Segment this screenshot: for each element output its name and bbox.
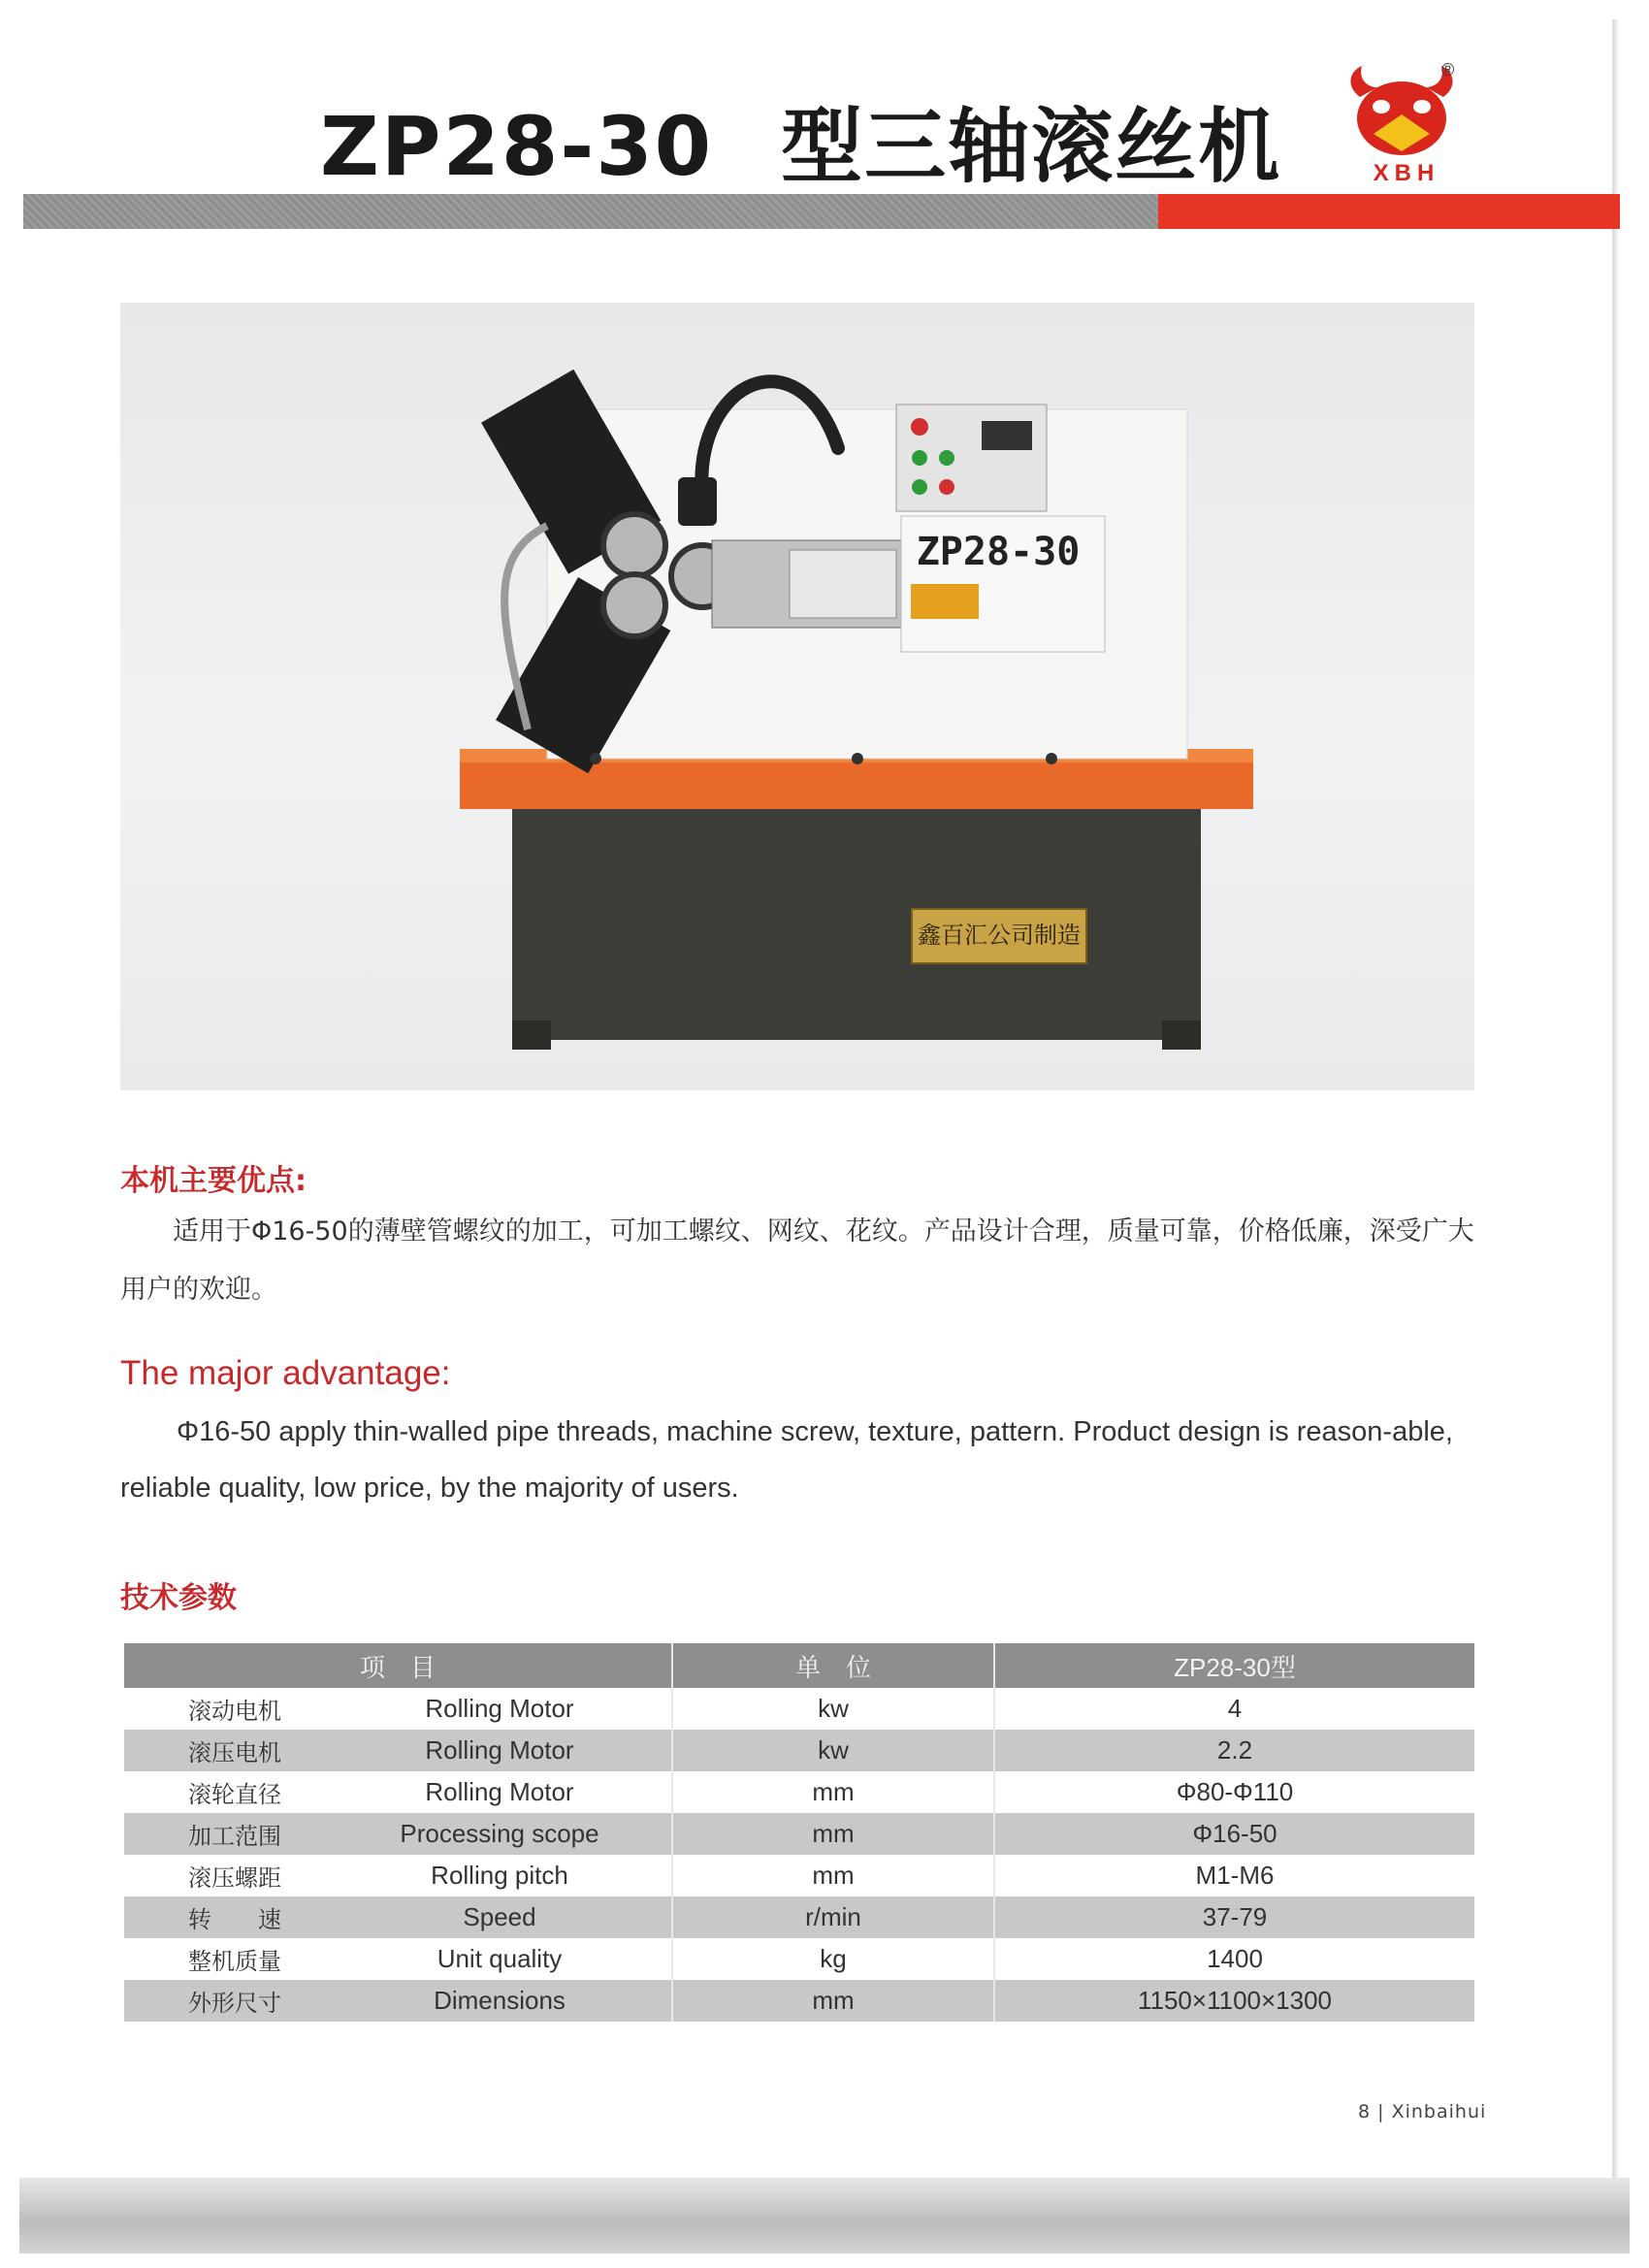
model-number: ZP28-30 — [320, 99, 714, 194]
table-row — [124, 1896, 1474, 1938]
item-name-en: Processing scope — [400, 1819, 599, 1848]
machine-model-label: ZP28-30 — [916, 530, 1081, 574]
nameplate-text: 鑫百汇公司制造 — [918, 922, 1081, 949]
item-unit: mm — [672, 1855, 994, 1896]
col-header-unit: 单 位 — [672, 1643, 994, 1688]
item-unit: kw — [672, 1688, 994, 1730]
col-header-model: ZP28-30型 — [994, 1643, 1474, 1688]
item-value: 4 — [994, 1688, 1474, 1730]
item-name-cn: 滚压电机 — [188, 1739, 281, 1766]
item-name-en: Rolling Motor — [425, 1777, 574, 1806]
header-bar-gray — [23, 194, 1158, 229]
item-unit: mm — [672, 1771, 994, 1813]
item-value: M1-M6 — [994, 1855, 1474, 1896]
item-name-cn: 滚动电机 — [188, 1698, 281, 1725]
item-name-cn: 外形尺寸 — [188, 1990, 281, 2017]
logo-text: XBH — [1373, 160, 1440, 186]
item-name-en: Unit quality — [436, 1944, 563, 1973]
item-unit: kg — [672, 1938, 994, 1980]
advantages-heading-cn: 本机主要优点: — [120, 1164, 307, 1198]
advantages-body-cn: 适用于Φ16-50的薄壁管螺纹的加工，可加工螺纹、网纹、花纹。产品设计合理，质量可靠，价格低廉，深受广大用户的欢迎。 — [120, 1216, 1474, 1305]
advantages-body-en: Φ16-50 apply thin-walled pipe threads, machine screw, texture, pattern. Product design is reason-able, reliable quality, low price, by the majority of users. — [120, 1416, 1453, 1504]
item-value: 1400 — [994, 1938, 1474, 1980]
spec-table-header — [124, 1643, 1474, 1688]
table-row — [124, 1938, 1474, 1980]
header-bar-red — [1158, 194, 1620, 229]
item-name-cn: 整机质量 — [188, 1948, 281, 1975]
item-unit: mm — [672, 1813, 994, 1855]
table-row — [124, 1813, 1474, 1855]
specs-heading: 技术参数 — [120, 1581, 237, 1615]
item-name-cn: 滚压螺距 — [188, 1864, 281, 1892]
page-number: 8 — [1358, 2101, 1372, 2122]
item-value: 1150×1100×1300 — [994, 1980, 1474, 2022]
item-name-cn: 加工范围 — [188, 1823, 281, 1850]
item-name-cn: 转 速 — [188, 1906, 281, 1933]
table-row — [124, 1730, 1474, 1771]
table-row — [124, 1688, 1474, 1730]
table-row — [124, 1855, 1474, 1896]
item-value: 2.2 — [994, 1730, 1474, 1771]
table-row — [124, 1980, 1474, 2022]
item-value: Φ80-Φ110 — [994, 1771, 1474, 1813]
item-name-en: Rolling Motor — [425, 1735, 574, 1765]
item-unit: kw — [672, 1730, 994, 1771]
item-name-en: Rolling Motor — [425, 1694, 574, 1723]
item-value: 37-79 — [994, 1896, 1474, 1938]
page-edge-shadow — [1612, 19, 1618, 2241]
title-cn: 型三轴滚丝机 — [781, 99, 1282, 194]
registered-mark: ® — [1441, 60, 1455, 80]
page-footer — [1358, 2101, 1486, 2122]
page-title — [320, 93, 1281, 200]
item-unit: mm — [672, 1980, 994, 2022]
spec-table — [124, 1643, 1474, 2022]
footer-separator: | — [1377, 2101, 1385, 2122]
footer-brand: Xinbaihui — [1391, 2101, 1487, 2122]
item-name-en: Speed — [463, 1902, 536, 1931]
machine-photo — [120, 303, 1474, 1090]
col-header-item: 项 目 — [124, 1643, 672, 1688]
advantages-heading-en: The major advantage: — [120, 1354, 451, 1392]
item-name-cn: 滚轮直径 — [188, 1781, 281, 1808]
item-name-en: Rolling pitch — [431, 1861, 568, 1890]
item-unit: r/min — [672, 1896, 994, 1938]
item-value: Φ16-50 — [994, 1813, 1474, 1855]
table-row — [124, 1771, 1474, 1813]
page-bottom-shadow — [19, 2178, 1630, 2253]
item-name-en: Dimensions — [434, 1986, 566, 2015]
